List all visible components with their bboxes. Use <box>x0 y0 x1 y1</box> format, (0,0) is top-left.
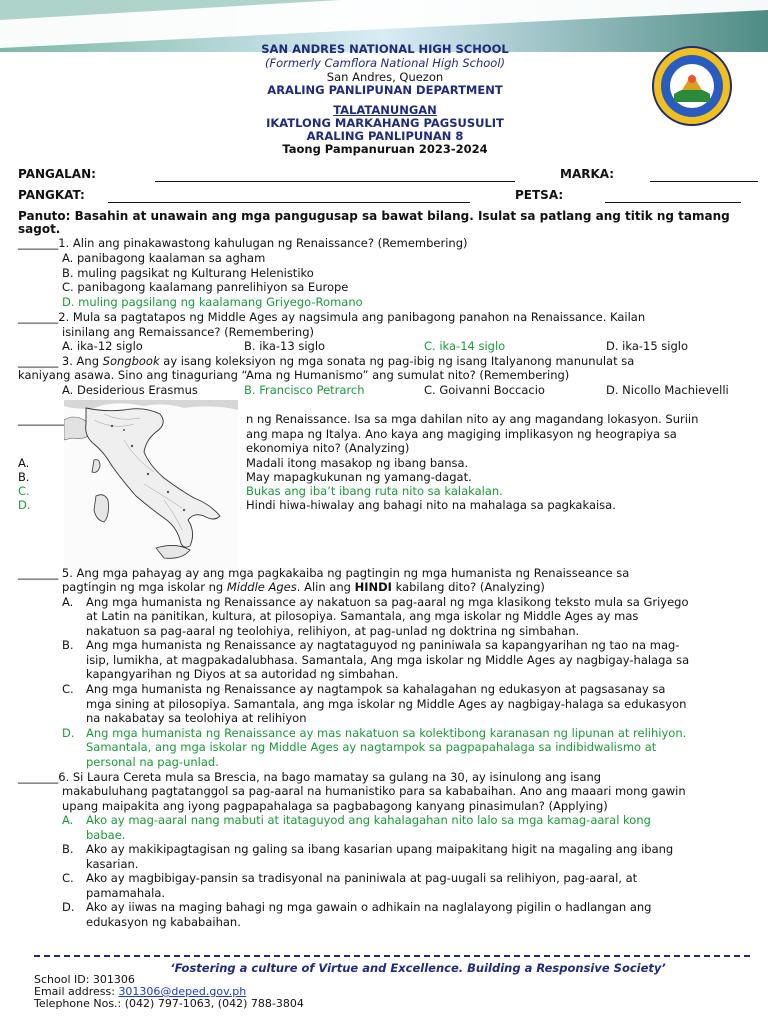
q4-option-a[interactable]: Madali itong masakop ng ibang bansa. <box>246 456 469 470</box>
question-5-stem-line1: _______ 5. Ang mga pahayag ay ang mga pagkakaiba ng pagtingin ng mga humanista ng Renaisseance sa <box>18 566 630 580</box>
question-6-stem-line2: makabuluhang pagtatanggol sa pag-aaral na humanistiko para sa kababaihan. Ano ang maaari mong gawin <box>62 784 686 798</box>
q5-option-d-line3[interactable]: personal na pag-unlad. <box>86 755 219 769</box>
q4-letter-c: C. <box>18 484 30 498</box>
question-4-stem-line2: ang mapa ng Italya. Ano kaya ang magiging implikasyon ng heograpiya sa <box>246 427 677 441</box>
q6-option-c-line1[interactable]: Ako ay magbibigay-pansin sa tradisyonal na paniniwala at pag-uugali sa relihiyon, pag-aaral, at <box>86 871 638 885</box>
section-blank[interactable] <box>108 202 470 203</box>
instructions: Panuto: Basahin at unawain ang mga pangugusap sa bawat bilang. Isulat sa patlang ang titik ng tamang sagot. <box>18 209 730 236</box>
footer-divider <box>34 955 750 957</box>
q5-letter-c: C. <box>62 682 74 696</box>
q2-option-c[interactable]: C. ika-14 siglo <box>424 339 506 353</box>
q6-option-a-line2[interactable]: babae. <box>86 828 126 842</box>
q5-option-a-line2[interactable]: at Latin na panitikan, kultura, at pilosopiya. Samantala, ang mga iskolar ng Middle Ages ay mas <box>86 609 639 623</box>
q6-option-d-line1[interactable]: Ako ay iiwas na maging bahagi ng mga gawain o adhikain na naglalayong pigilin o hadlangan ang <box>86 900 652 914</box>
q1-option-b[interactable]: B. muling pagsikat ng Kulturang Helenistiko <box>62 266 314 280</box>
q6-letter-d: D. <box>62 900 75 914</box>
question-4-stem-line1: n ng Renaissance. Isa sa mga dahilan nito ay ang magandang lokasyon. Suriin <box>246 412 699 426</box>
telephone-numbers: Telephone Nos.: (042) 797-1063, (042) 788-3804 <box>34 997 304 1010</box>
q4-blank[interactable]: ________ <box>18 412 64 426</box>
q5-letter-b: B. <box>62 638 74 652</box>
q5-hindi-bold: HINDI <box>354 580 392 594</box>
school-year: Taong Pampanuruan 2023-2024 <box>282 142 488 156</box>
q4-option-b[interactable]: May mapagkukunan ng yamang-dagat. <box>246 470 472 484</box>
q5-option-d-line2[interactable]: Samantala, ang mga iskolar ng Middle Ages ay nagtampok sa pagpapahalaga sa indibidwalismo at <box>86 740 657 754</box>
q4-letter-d: D. <box>18 498 31 512</box>
q4-option-d[interactable]: Hindi hiwa-hiwalay ang bahagi nito na mahalaga sa pagkakaisa. <box>246 498 616 512</box>
q3-option-c[interactable]: C. Goivanni Boccacio <box>424 383 545 397</box>
q5-option-d-line1[interactable]: Ang mga humanista ng Renaissance ay mas nakatuon sa kolektibong karanasan ng lipunan at relihiyon. <box>86 726 687 740</box>
question-5-stem-line2 <box>62 580 545 594</box>
question-2-stem-line1: _______2. Mula sa pagtatapos ng Middle Ages ay nagsimula ang panibagong panahon na Renaissance. Kailan <box>18 310 646 324</box>
school-id: School ID: 301306 <box>34 973 135 986</box>
q6-option-a-line1[interactable]: Ako ay mag-aaral nang mabuti at itataguyod ang kahalagahan nito lalo sa mga kamag-aaral kong <box>86 813 651 827</box>
q5-letter-a: A. <box>62 595 74 609</box>
school-name: SAN ANDRES NATIONAL HIGH SCHOOL <box>261 42 509 56</box>
q5-option-a-line1[interactable]: Ang mga humanista ng Renaissance ay nakatuon sa pag-aaral ng mga klasikong teksto mula sa Griyego <box>86 595 689 609</box>
name-blank[interactable] <box>155 181 515 182</box>
question-4-stem-line3: ekonomiya nito? (Analyzing) <box>246 441 410 455</box>
school-seal-logo <box>652 46 732 126</box>
q5-option-b-line2[interactable]: isip, lumikha, at magpakadalubhasa. Samantala, Ang mga iskolar ng Middle Ages ay nagbigay-halaga sa <box>86 653 690 667</box>
former-name: (Formerly Camflora National High School) <box>264 56 506 70</box>
q4-letter-b: B. <box>18 470 30 484</box>
exam-title: IKATLONG MARKAHANG PAGSUSULIT <box>266 116 504 130</box>
school-address: San Andres, Quezon <box>326 70 444 84</box>
q1-option-c[interactable]: C. panibagong kaalamang panrelihiyon sa Europe <box>62 280 349 294</box>
q2-option-d[interactable]: D. ika-15 siglo <box>606 339 689 353</box>
q1-option-d[interactable]: D. muling pagsilang ng kaalamang Griyego-Romano <box>62 295 363 309</box>
q3-songbook-italic: Songbook <box>102 354 160 368</box>
q1-option-a[interactable]: A. panibagong kaalaman sa agham <box>62 251 266 265</box>
email-link[interactable]: 301306@deped.gov.ph <box>118 985 247 998</box>
q5-option-c-line2[interactable]: mga sining at pilosopiya. Samantala, ang mga iskolar ng Middle Ages ay nagbigay-halaga sa edukasyon <box>86 697 687 711</box>
name-label: PANGALAN: <box>18 167 96 181</box>
q5-option-c-line3[interactable]: na nakabatay sa teolohiya at relihiyon <box>86 711 307 725</box>
question-2-stem-line2: isinilang ang Remaissance? (Remembering) <box>62 325 315 339</box>
q5-option-a-line3[interactable]: nakatuon sa pag-aaral ng teolohiya, relihiyon, at pag-unlad ng doktrina ng simbahan. <box>86 624 580 638</box>
q2-option-b[interactable]: B. ika-13 siglo <box>244 339 326 353</box>
section-label: PANGKAT: <box>18 188 85 202</box>
school-motto: ‘Fostering a culture of Virtue and Excellence. Building a Responsive Society’ <box>170 961 666 975</box>
score-blank[interactable] <box>650 181 758 182</box>
q3-option-a[interactable]: A. Desiderious Erasmus <box>62 383 198 397</box>
question-6-stem-line1: _______6. Si Laura Cereta mula sa Brescia, na bago mamatay sa gulang na 30, ay isinulong ang isang <box>18 770 602 784</box>
q6-letter-b: B. <box>62 842 74 856</box>
q5-middle-ages-italic: Middle Ages <box>226 580 297 594</box>
question-3-stem-line2: kaniyang asawa. Sino ang tinaguriang “Ama ng Humanismo” ang sumulat nito? (Remembering) <box>18 368 570 382</box>
q5-stem-c: . Alin ang <box>296 580 355 594</box>
q3-option-b[interactable]: B. Francisco Petrarch <box>244 383 365 397</box>
q3-stem-rest: ay isang koleksiyon ng mga sonata ng pag-ibig ng isang Italyanong manunulat sa <box>159 354 635 368</box>
q6-option-b-line1[interactable]: Ako ay makikipagtagisan ng galing sa ibang kasarian upang maipakitang higit na magaling ang ibang <box>86 842 674 856</box>
q2-option-a[interactable]: A. ika-12 siglo <box>62 339 143 353</box>
q5-letter-d: D. <box>62 726 75 740</box>
q6-letter-c: C. <box>62 871 74 885</box>
date-blank[interactable] <box>605 202 741 203</box>
q4-option-c[interactable]: Bukas ang iba’t ibang ruta nito sa kalakalan. <box>246 484 503 498</box>
q6-option-d-line2[interactable]: edukasyon ng kababaihan. <box>86 915 241 929</box>
q5-stem-a: pagtingin ng mga iskolar ng <box>62 580 227 594</box>
q5-option-b-line1[interactable]: Ang mga humanista ng Renaissance ay nagtataguyod ng paniniwala sa kapangyarihan ng tao na mag- <box>86 638 680 652</box>
italy-map-image <box>64 400 238 570</box>
question-1-stem: _______1. Alin ang pinakawastong kahulugan ng Renaissance? (Remembering) <box>18 236 468 250</box>
q5-stem-e: kabilang dito? (Analyzing) <box>391 580 545 594</box>
q6-option-c-line2[interactable]: pamamahala. <box>86 886 166 900</box>
q4-letter-a: A. <box>18 456 30 470</box>
q6-option-b-line2[interactable]: kasarian. <box>86 857 139 871</box>
q5-option-b-line3[interactable]: kapangyarihan ng Diyos at sa autoridad ng simbahan. <box>86 667 399 681</box>
document-type: TALATANUNGAN <box>333 103 437 117</box>
q6-letter-a: A. <box>62 813 74 827</box>
question-3-stem-line1 <box>18 354 634 368</box>
q3-stem-prefix: _______ 3. Ang <box>18 354 103 368</box>
department-name: ARALING PANLIPUNAN DEPARTMENT <box>267 83 503 97</box>
question-6-stem-line3: upang maipakita ang iyong pagpapahalaga sa pagbabagong kanyang pinasimulan? (Applying) <box>62 799 608 813</box>
score-label: MARKA: <box>560 167 615 181</box>
subject-title: ARALING PANLIPUNAN 8 <box>306 129 464 143</box>
email-label: Email address: <box>34 985 119 998</box>
q3-option-d[interactable]: D. Nicollo Machievelli <box>606 383 729 397</box>
date-label: PETSA: <box>515 188 564 202</box>
q5-option-c-line1[interactable]: Ang mga humanista ng Renaissance ay nagtampok sa kahalagahan ng edukasyon at pagsasanay sa <box>86 682 666 696</box>
